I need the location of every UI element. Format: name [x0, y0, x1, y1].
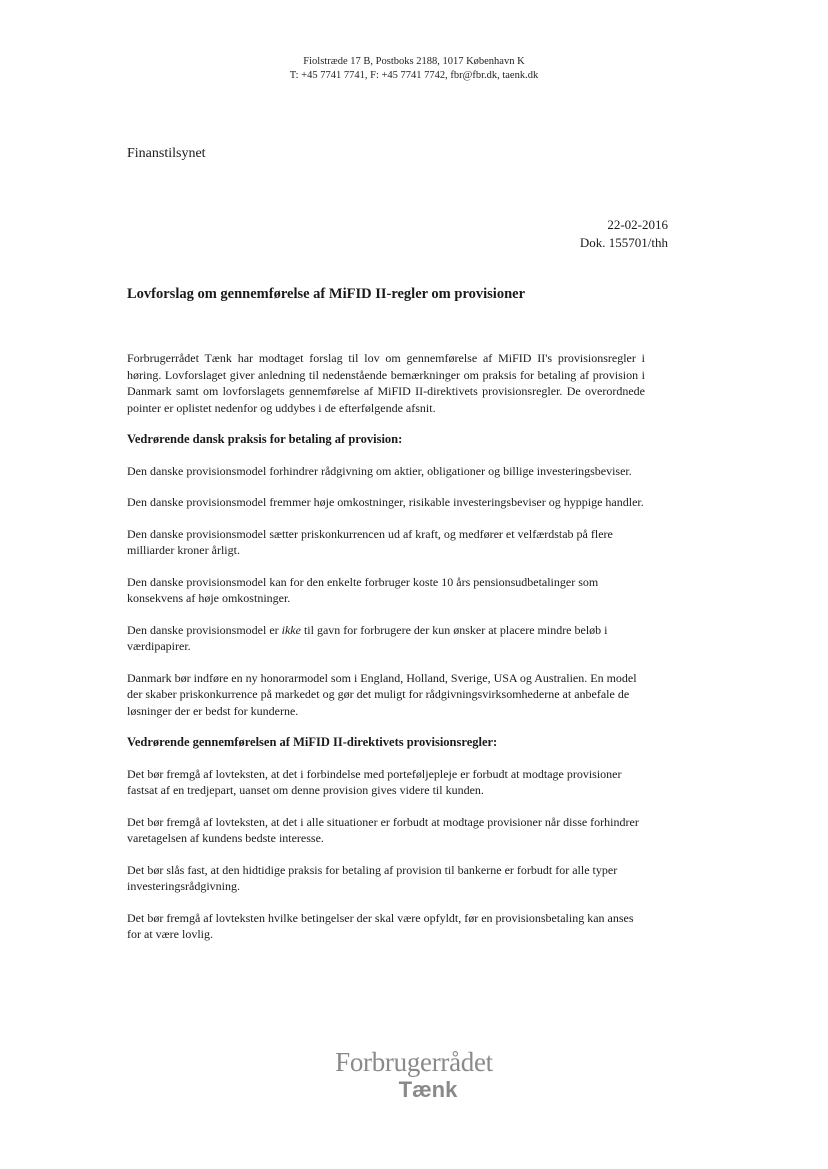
paragraph: Det bør fremgå af lovteksten hvilke betingelser der skal være opfyldt, før en provisionsbetaling kan anses for at være lovlig.	[127, 910, 634, 941]
letter-title: Lovforslag om gennemførelse af MiFID II-regler om provisioner	[127, 286, 526, 302]
paragraph-text: til gavn for forbrugere der kun ønsker at placere mindre beløb i værdipapirer.	[127, 622, 608, 653]
forbrugerraadet-taenk-logo	[0, 1047, 828, 1102]
paragraph: Danmark bør indføre en ny honorarmodel som i England, Holland, Sverige, USA og Australien. En model der skaber priskonkurrence på markedet og gør det muligt for rådgivningsvirksomhederne at anbefale de løsninger der er bedst for kunderne.	[127, 670, 637, 718]
paragraph: Den danske provisionsmodel fremmer høje omkostninger, risikable investeringsbeviser og hyppige handler.	[127, 495, 644, 509]
paragraph: Det bør fremgå af lovteksten, at det i forbindelse med porteføljepleje er forbudt at modtage provisioner fastsat af en tredjepart, uanset om denne provision gives videre til kunden.	[127, 766, 622, 797]
paragraph: Den danske provisionsmodel sætter priskonkurrencen ud af kraft, og medfører et velfærdstab på flere milliarder kroner årligt.	[127, 526, 613, 557]
paragraph: Den danske provisionsmodel kan for den enkelte forbruger koste 10 års pensionsudbetalinger som konsekvens af høje omkostninger.	[127, 574, 599, 605]
letterhead-contact: T: +45 7741 7741, F: +45 7741 7742, fbr@fbr.dk, taenk.dk	[289, 70, 539, 81]
paragraph: Det bør fremgå af lovteksten, at det i alle situationer er forbudt at modtage provisioner når disse forhindrer varetagelsen af kundens bedste interesse.	[127, 814, 639, 845]
logo-wordmark-line2: Tænk	[398, 1077, 458, 1102]
section-heading-mifid: Vedrørende gennemførelsen af MiFID II-direktivets provisionsregler:	[127, 735, 498, 749]
document-date: 22-02-2016	[607, 217, 668, 232]
intro-paragraph: Forbrugerrådet Tænk har modtaget forslag til lov om gennemførelse af MiFID II's provisionsregler i høring. Lovforslaget giver anledning til nedenstående bemærkninger om praksis for betaling af provision i Danmark samt om lovforslagets gennemførelse af MiFID II-direktivets provisionsregler. De overordnede pointer er oplistet nedenfor og uddybes i de efterfølgende afsnit.	[127, 351, 645, 415]
letter-body	[127, 350, 645, 943]
logo-wordmark-line1: Forbrugerrådet	[335, 1047, 493, 1077]
section-heading-danish-practice: Vedrørende dansk praksis for betaling af provision:	[127, 432, 403, 446]
paragraph: Den danske provisionsmodel forhindrer rådgivning om aktier, obligationer og billige investeringsbeviser.	[127, 463, 632, 478]
document-reference: Dok. 155701/thh	[579, 235, 668, 250]
recipient: Finanstilsynet	[127, 146, 206, 161]
letterhead-address: Fiolstræde 17 B, Postboks 2188, 1017 København K	[303, 56, 525, 67]
paragraph	[127, 622, 645, 655]
emphasis-text: ikke	[281, 622, 301, 637]
document-meta	[580, 216, 668, 252]
paragraph: Det bør slås fast, at den hidtidige praksis for betaling af provision til bankerne er forbudt for alle typer investeringsrådgivning.	[127, 862, 618, 893]
letterhead	[0, 55, 828, 83]
paragraph-text: Den danske provisionsmodel er	[127, 622, 282, 637]
